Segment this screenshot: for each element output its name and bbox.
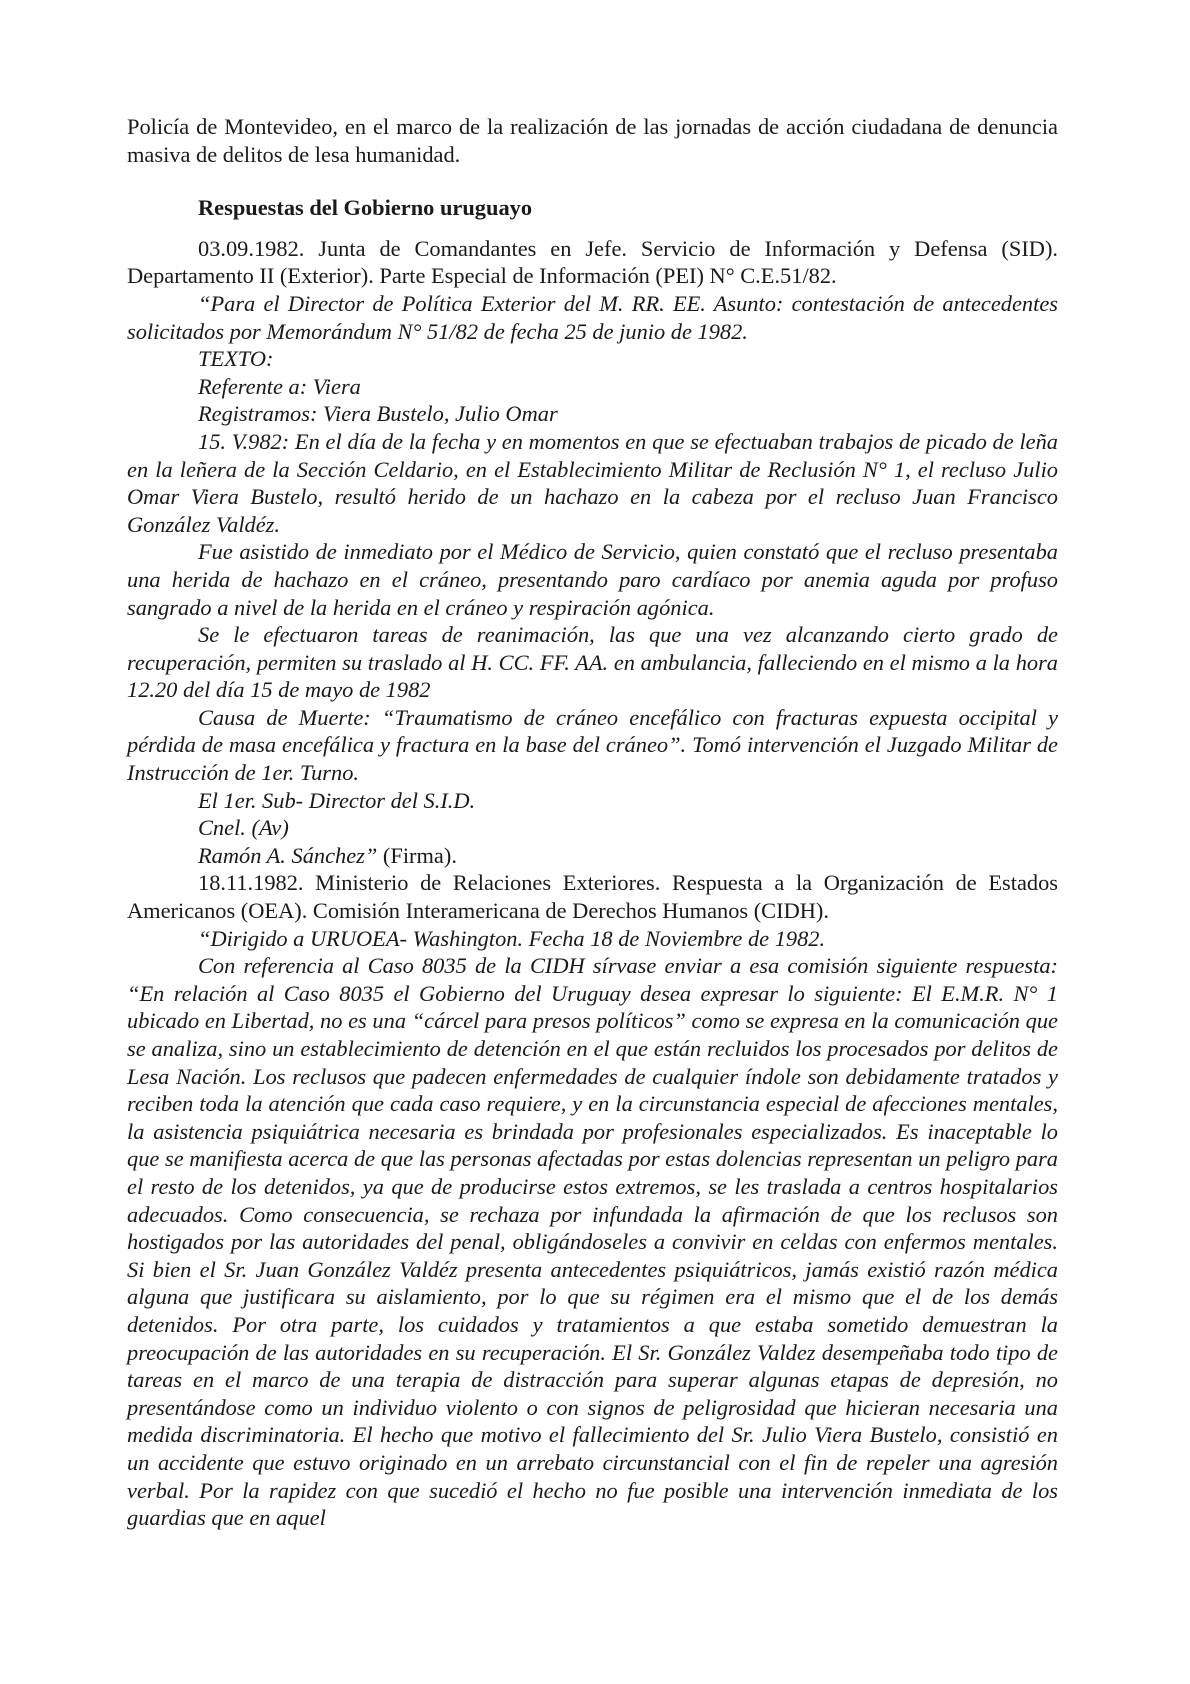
document-page — [127, 113, 1058, 1532]
doc2-dirigido: “Dirigido a URUOEA- Washington. Fecha 18 de Noviembre de 1982. — [198, 925, 826, 951]
signature-note: (Firma). — [377, 842, 457, 868]
doc1-intro: “Para el Director de Política Exterior del M. RR. EE. Asunto: contestación de antecedentes solicitados por Memorándum N° 51/82 de fecha 25 de junio de 1982. — [127, 290, 1058, 344]
doc1-signature-line-3 — [127, 842, 1058, 870]
doc1-registramos: Registramos: Viera Bustelo, Julio Omar — [198, 401, 558, 427]
doc1-paragraph-4: Causa de Muerte: “Traumatismo de cráneo encefálico con fracturas expuesta occipital y pérdida de masa encefálica y fractura en la base del cráneo”. Tomó intervención el Juzgado Militar de Instrucción de 1er. Turno. — [127, 704, 1058, 786]
doc1-paragraph-1: 15. V.982: En el día de la fecha y en momentos en que se efectuaban trabajos de picado de leña en la leñera de la Sección Celdario, en el Establecimiento Militar de Reclusión N° 1, el recluso Julio Omar Viera Bustelo, resultó herido de un hachazo en la cabeza por el recluso Juan Francisco González Valdéz. — [127, 428, 1058, 537]
intro-paragraph: Policía de Montevideo, en el marco de la realización de las jornadas de acción ciudadana de denuncia masiva de delitos de lesa humanidad. — [127, 114, 1058, 167]
doc1-referente: Referente a: Viera — [198, 373, 361, 399]
doc1-signature-line-1: El 1er. Sub- Director del S.I.D. — [198, 787, 476, 813]
doc1-paragraph-3: Se le efectuaron tareas de reanimación, las que una vez alcanzando cierto grado de recuperación, permiten su traslado al H. CC. FF. AA. en ambulancia, falleciendo en el mismo a la hora 12.20 del día 15 de mayo de 1982 — [127, 622, 1058, 703]
doc1-texto: TEXTO: — [198, 346, 274, 372]
doc2-body: Con referencia al Caso 8035 de la CIDH sírvase enviar a esa comisión siguiente respuesta: “En relación al Caso 8035 el Gobierno del Uruguay desea expresar lo siguiente: El E.M.R. N° 1 ubicado en Libertad, no es una “cárcel para presos políticos” como se expresa en la comunicación que se analiza, sino un establecimiento de detención en el que están recluidos los procesados por delitos de Lesa Nación. Los reclusos que padecen enfermedades de cualquier índole son debidamente tratados y reciben toda la atención que cada caso requiere, y en la circunstancia especial de afecciones mentales, la asistencia psiquiátrica necesaria es brindada por profesionales especializados. Es inaceptable lo que se manifiesta acerca de que las personas afectadas por estas dolencias representan un peligro para el resto de los detenidos, ya que de producirse estos extremos, se les traslada a centros hospitalarios adecuados. Como consecuencia, se rechaza por infundada la afirmación de que los reclusos son hostigados por las autoridades del penal, obligándoseles a convivir en celdas con enfermos mentales. Si bien el Sr. Juan González Valdéz presenta antecedentes psiquiátricos, jamás existió razón médica alguna que justificara su aislamiento, por lo que su régimen era el mismo que el de los demás detenidos. Por otra parte, los cuidados y tratamientos a que estaba sometido demuestran la preocupación de las autoridades en su recuperación. El Sr. González Valdez desempeñaba todo tipo de tareas en el marco de una terapia de distracción para superar algunas etapas de depresión, no presentándose como un individuo violento o con signos de peligrosidad que hicieran necesaria una medida discriminatoria. El hecho que motivo el fallecimiento del Sr. Julio Viera Bustelo, consistió en un accidente que estuvo originado en un arrebato circunstancial con el fin de repeler una agresión verbal. Por la rapidez con que sucedió el hecho no fue posible una intervención inmediata de los guardias que en aquel — [127, 953, 1058, 1531]
spacer — [127, 168, 1058, 194]
doc2-header: 18.11.1982. Ministerio de Relaciones Exteriores. Respuesta a la Organización de Estados Americanos (OEA). Comisión Interamericana de Derechos Humanos (CIDH). — [127, 870, 1058, 924]
doc1-signature-line-2: Cnel. (Av) — [198, 815, 289, 841]
spacer — [127, 222, 1058, 235]
signature-name: Ramón A. Sánchez” — [198, 842, 378, 868]
doc1-header: 03.09.1982. Junta de Comandantes en Jefe. Servicio de Información y Defensa (SID). Departamento II (Exterior). Parte Especial de Información (PEI) N° C.E.51/82. — [127, 235, 1058, 289]
doc1-paragraph-2: Fue asistido de inmediato por el Médico de Servicio, quien constató que el recluso presentaba una herida de hachazo en el cráneo, presentando paro cardíaco por anemia aguda por profuso sangrado a nivel de la herida en el cráneo y respiración agónica. — [127, 539, 1058, 620]
section-heading: Respuestas del Gobierno uruguayo — [198, 195, 533, 221]
